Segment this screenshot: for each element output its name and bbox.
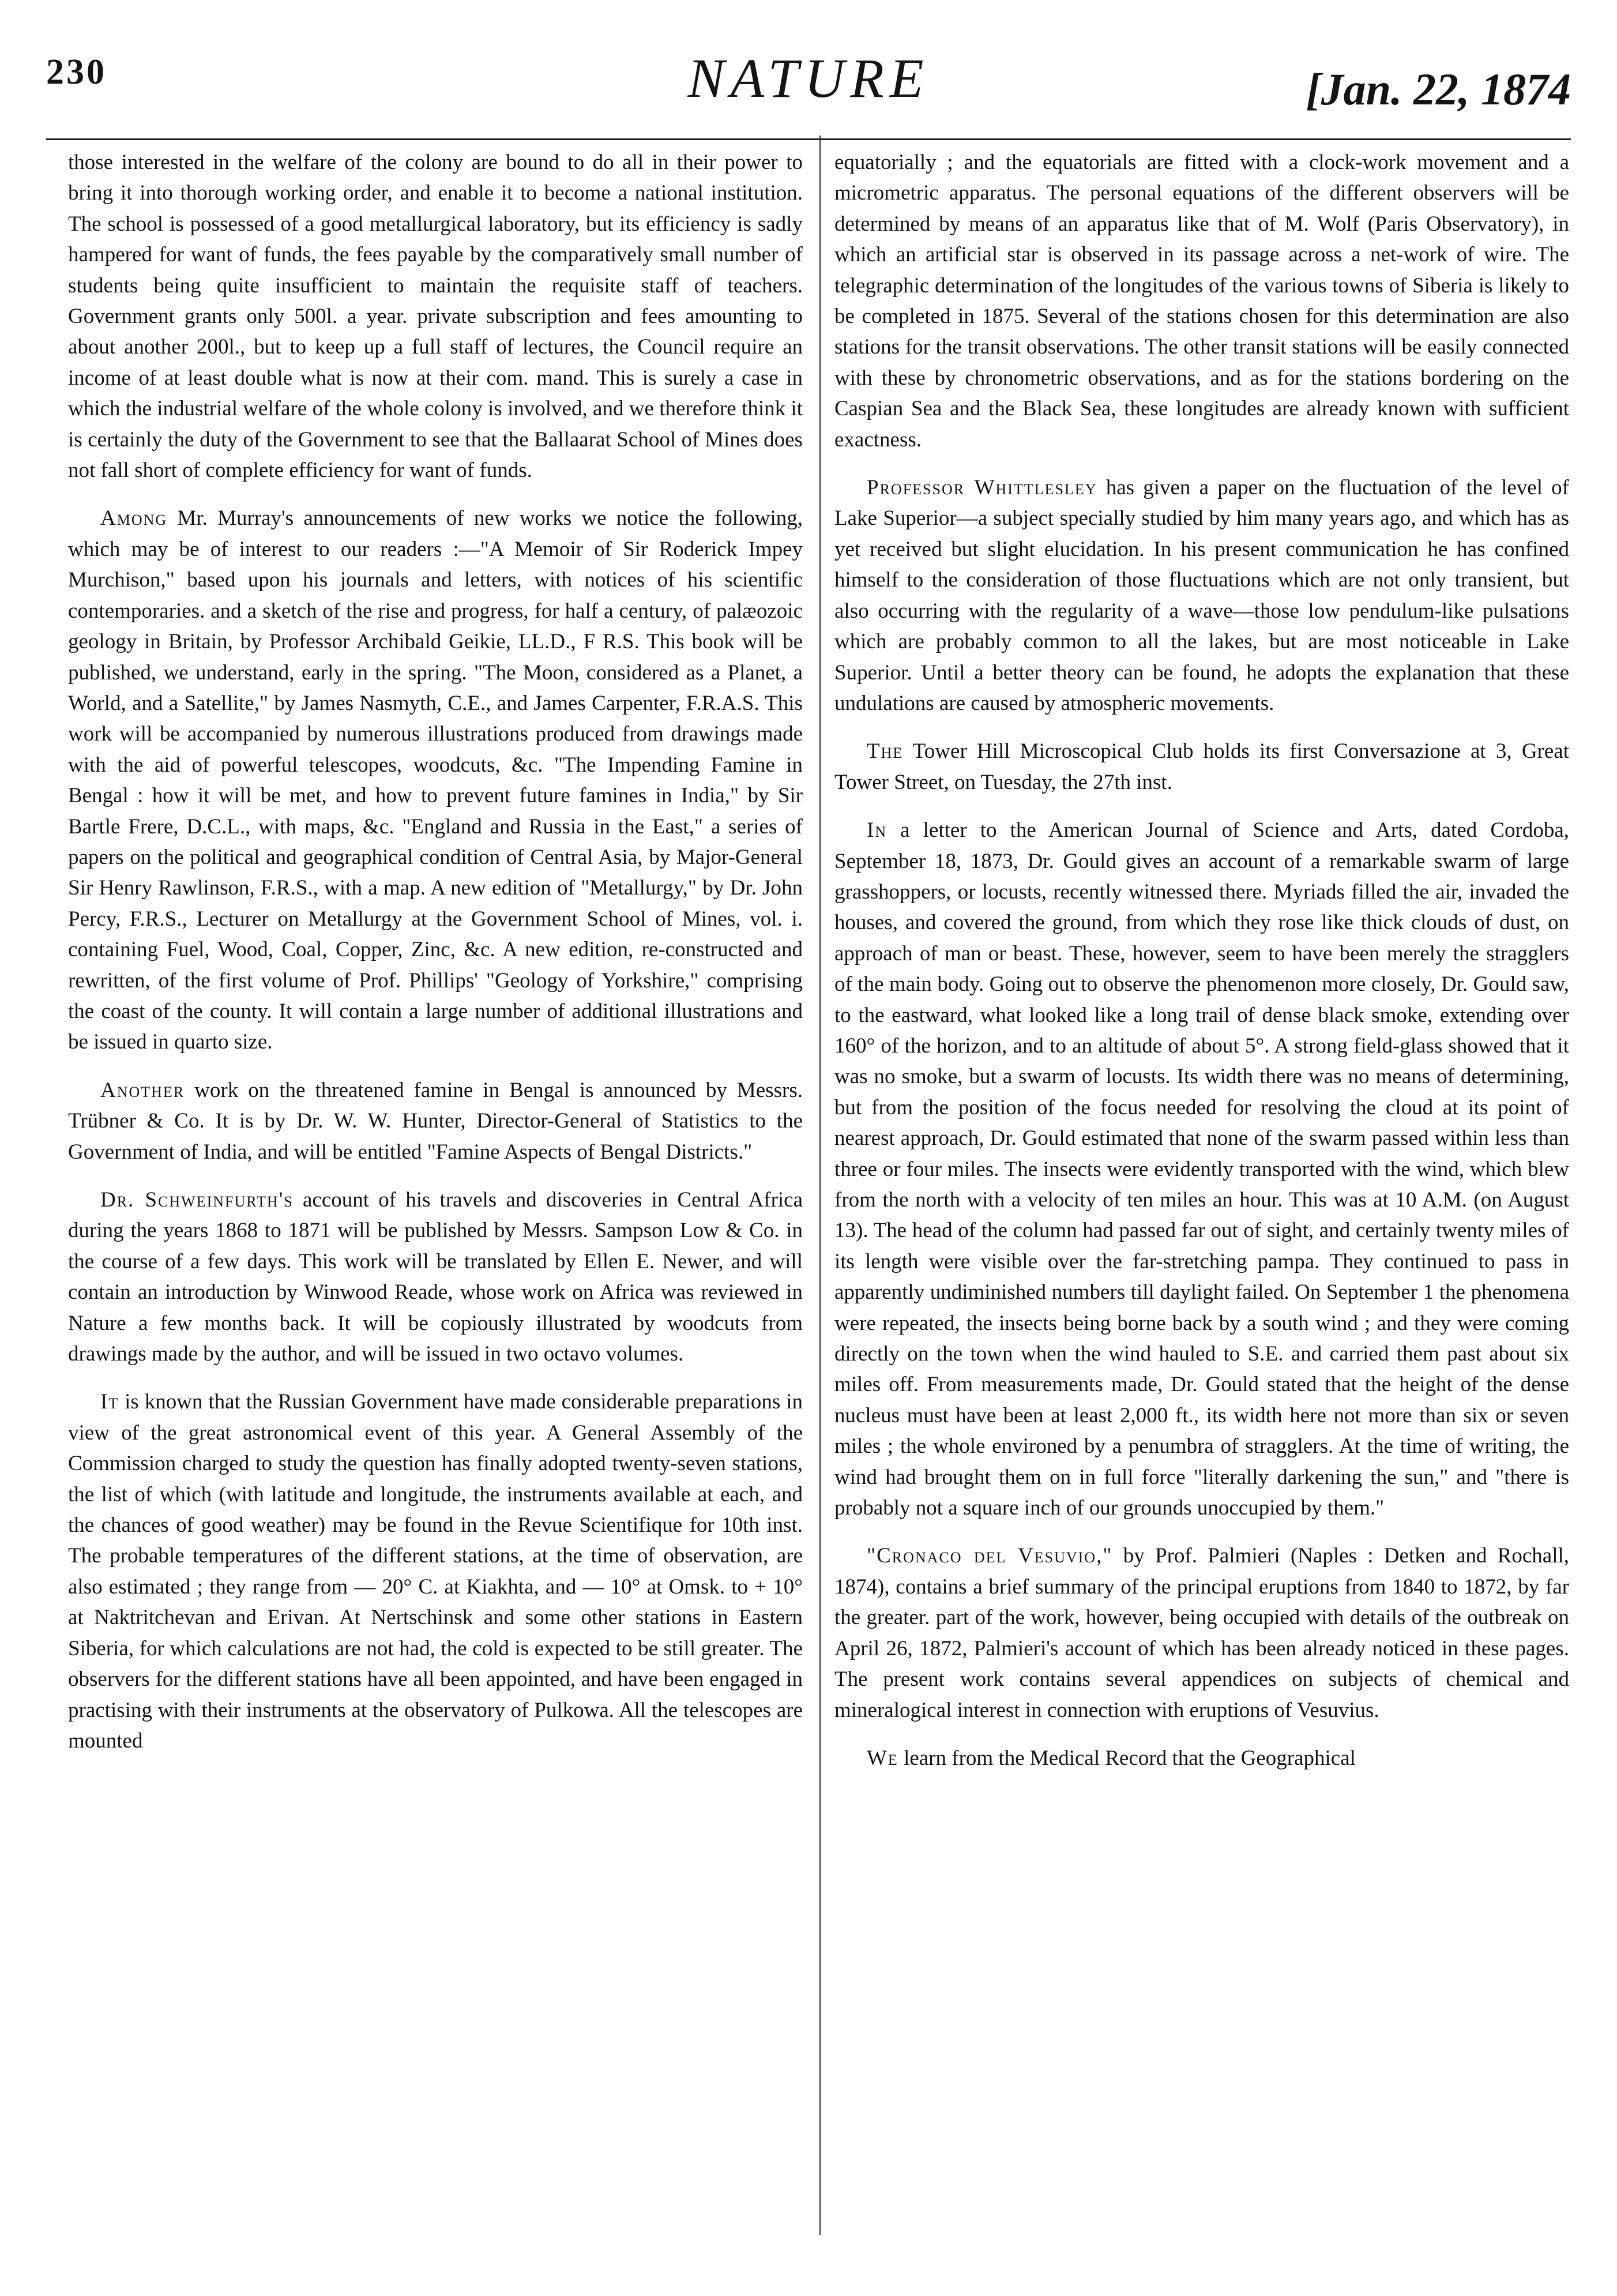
paragraph-lead: Another: [100, 1078, 185, 1102]
journal-title: NATURE: [687, 47, 930, 109]
paragraph-text: has given a paper on the fluctuation of the level of Lake Superior—a subject specially studied by him many years ago, and which has as yet received but slight elucidation. In his present communication he has confined himself to the consideration of those fluctuations which are not only transient, but also occurring with the regularity of a wave—those low pendulum-like pulsations which are probably common to all the lakes, but are most noticeable in Lake Superior. Until a better theory can be found, he adopts the explanation that these undulations are caused by atmospheric movements.: [834, 476, 1569, 715]
paragraph-text: equatorially ; and the equatorials are fitted with a clock-work movement and a micrometric apparatus. The personal equations of the different observers will be determined by means of an apparatus like that of M. Wolf (Paris Observatory), in which an artificial star is observed in its passage across a net-work of wire. The telegraphic determination of the longitudes of the various towns of Siberia is likely to be completed in 1875. Several of the stations chosen for this determination are also stations for the transit observations. The other transit stations will be easily connected with these by chronometric observations, and as for the stations bordering on the Caspian Sea and the Black Sea, these longitudes are already known with sufficient exactness.: [834, 151, 1569, 452]
issue-date: [Jan. 22, 1874: [1306, 64, 1571, 114]
paragraph-russian-transit: [68, 1386, 803, 1756]
paragraph-lead: Among: [100, 506, 168, 531]
paragraph-equatorials: [834, 147, 1569, 455]
paragraph-text: a letter to the American Journal of Science and Arts, dated Cordoba, September 18, 1873, Dr. Gould gives an account of a remarkable swarm of large grasshoppers, or locusts, recently witnessed there. Myriads filled the air, invaded the houses, and covered the ground, from which they rose like thick clouds of dust, on approach of man or beast. These, however, seem to have been merely the stragglers of the main body. Going out to observe the phenomenon more closely, Dr. Gould saw, to the eastward, what looked like a long trail of dense black smoke, extending over 160° of the horizon, and to an altitude of about 5°. A strong field-glass showed that it was no smoke, but a swarm of locusts. Its width there was no means of determining, but from the position of the focus needed for resolving the cloud at its point of nearest approach, Dr. Gould estimated that none of the swarm passed within less than three or four miles. The insects were evidently transported with the wind, which blew from the north with a velocity of ten miles an hour. This was at 10 A.M. (on August 13). The head of the column had passed far out of sight, and certainly twenty miles of its length were visible over the far-stretching pampa. They continued to pass in apparently undiminished numbers till daylight failed. On September 1 the phenomena were repeated, the insects being borne back by a south wind ; and they were coming directly on the town when the wind hauled to S.E. and carried them past about six miles off. From measurements made, Dr. Gould stated that the height of the dense nucleus must have been at least 2,000 ft., its width here not more than six or seven miles ; the whole environed by a penumbra of stragglers. At the time of writing, the wind had brought them on in full force "literally darkening the sun," and "there is probably not a square inch of our grounds unoccupied by them.": [834, 818, 1569, 1520]
paragraph-text: Tower Hill Microscopical Club holds its first Conversazione at 3, Great Tower Street, on Tuesday, the 27th inst.: [834, 739, 1569, 794]
paragraph-text: by Prof. Palmieri (Naples : Detken and Rochall, 1874), contains a brief summary of the principal eruptions from 1840 to 1872, by far the greater. part of the work, however, being occupied with details of the outbreak on April 26, 1872, Palmieri's account of which has been already noticed in these pages. The present work contains several appendices on subjects of chemical and mineralogical interest in connection with eruptions of Vesuvius.: [834, 1544, 1569, 1722]
paragraph-lead: Professor Whittlesley: [867, 476, 1097, 500]
paragraph-ballaarat: [68, 147, 803, 486]
paragraph-medical-record: [834, 1743, 1569, 1773]
paragraph-murray-announcements: [68, 503, 803, 1057]
page-number: 230: [46, 52, 107, 92]
paragraph-lake-superior: [834, 472, 1569, 719]
left-column: [68, 147, 803, 2235]
paragraph-lead: The: [867, 739, 904, 764]
column-divider: [819, 136, 821, 2235]
paragraph-bengal-famine: [68, 1075, 803, 1167]
paragraph-schweinfurth: [68, 1185, 803, 1369]
paragraph-text: work on the threatened famine in Bengal is announced by Messrs. Trübner & Co. It is by Dr. W. W. Hunter, Director-General of Statistics to the Government of India, and will be entitled "Famine Aspects of Bengal Districts.": [68, 1078, 803, 1164]
paragraph-tower-hill: [834, 736, 1569, 798]
paragraph-vesuvio: [834, 1540, 1569, 1725]
paragraph-lead: Dr. Schweinfurth's: [100, 1188, 294, 1212]
paragraph-text: those interested in the welfare of the colony are bound to do all in their power to bring it into thorough working order, and enable it to become a national institution. The school is possessed of a good metallurgical laboratory, but its efficiency is sadly hampered for want of funds, the fees payable by the comparatively small number of students being quite insufficient to maintain the requisite staff of teachers. Government grants only 500l. a year. private subscription and fees amounting to about another 200l., but to keep up a full staff of lectures, the Council require an income of at least double what is now at their com. mand. This is surely a case in which the industrial welfare of the whole colony is involved, and we therefore think it is certainly the duty of the Government to see that the Ballaarat School of Mines does not fall short of complete efficiency for want of funds.: [68, 151, 803, 483]
paragraph-lead: It: [100, 1390, 119, 1414]
paragraph-lead: We: [867, 1746, 898, 1770]
paragraph-lead: In: [867, 818, 888, 843]
paragraph-text: Mr. Murray's announcements of new works we notice the following, which may be of interest to our readers :—"A Memoir of Sir Roderick Impey Murchison," based upon his journals and letters, with notices of his scientific contemporaries. and a sketch of the rise and progress, for half a century, of palæozoic geology in Britain, by Professor Archibald Geikie, LL.D., F R.S. This book will be published, we understand, early in the spring. "The Moon, considered as a Planet, a World, and a Satellite," by James Nasmyth, C.E., and James Carpenter, F.R.A.S. This work will be accompanied by numerous illustrations produced from drawings made with the aid of powerful telescopes, woodcuts, &c. "The Impending Famine in Bengal : how it will be met, and how to prevent future famines in India," by Sir Bartle Frere, D.C.L., with maps, &c. "England and Russia in the East," a series of papers on the political and geographical condition of Central Asia, by Major-General Sir Henry Rawlinson, F.R.S., with a map. A new edition of "Metallurgy," by Dr. John Percy, F.R.S., Lecturer on Metallurgy at the Government School of Mines, vol. i. containing Fuel, Wood, Coal, Copper, Zinc, &c. A new edition, re-constructed and rewritten, of the first volume of Prof. Phillips' "Geology of Yorkshire," comprising the coast of the county. It will contain a large number of additional illustrations and be issued in quarto size.: [68, 506, 803, 1054]
right-column: [834, 147, 1569, 2235]
page-header: [46, 35, 1571, 140]
paragraph-text: learn from the Medical Record that the Geographical: [904, 1746, 1356, 1770]
paragraph-text: is known that the Russian Government have made considerable preparations in view of the great astronomical event of this year. A General Assembly of the Commission charged to study the question has finally adopted twenty-seven stations, the list of which (with latitude and longitude, the instruments available at each, and the chances of good weather) may be found in the Revue Scientifique for 10th inst. The probable temperatures of the different stations, at the time of observation, are also estimated ; they range from — 20° C. at Kiakhta, and — 10° at Omsk. to + 10° at Naktritchevan and Erivan. At Nertschinsk and some other stations in Eastern Siberia, for which calculations are not had, the cold is expected to be still greater. The observers for the different stations have all been appointed, and have been engaged in practising with their instruments at the observatory of Pulkowa. All the telescopes are mounted: [68, 1390, 803, 1753]
paragraph-text: account of his travels and discoveries in Central Africa during the years 1868 to 1871 will be published by Messrs. Sampson Low & Co. in the course of a few days. This work will be translated by Ellen E. Newer, and will contain an introduction by Winwood Reade, whose work on Africa was reviewed in Nature a few months back. It will be copiously illustrated by woodcuts from drawings made by the author, and will be issued in two octavo volumes.: [68, 1188, 803, 1366]
paragraph-locusts: [834, 815, 1569, 1523]
paragraph-lead: "Cronaco del Vesuvio,": [867, 1544, 1113, 1568]
